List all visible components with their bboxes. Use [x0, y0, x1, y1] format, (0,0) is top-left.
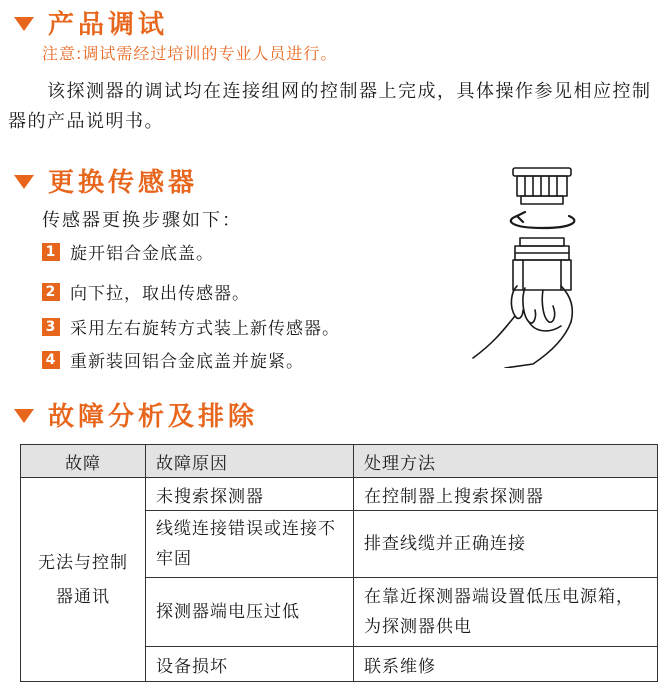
- table-row: [21, 478, 658, 511]
- cause-cell: 探测器端电压过低: [146, 578, 354, 647]
- section-title: 更换传感器: [48, 168, 199, 198]
- steps-intro: 传感器更换步骤如下：: [42, 210, 242, 231]
- action-cell: 在控制器上搜索探测器: [354, 478, 658, 511]
- action-cell: 排查线缆并正确连接: [354, 511, 658, 578]
- step-item: [42, 239, 214, 264]
- sensor-replacement-illustration: [465, 166, 605, 368]
- step-text: 重新装回铝合金底盖并旋紧。: [70, 352, 304, 372]
- triangle-bullet-icon: [14, 175, 34, 189]
- table-header-row: [21, 445, 658, 478]
- commissioning-body: 该探测器的调试均在连接组网的控制器上完成，具体操作参见相应控制器的产品说明书。: [8, 81, 652, 132]
- step-number: 1: [42, 243, 60, 261]
- step-text: 旋开铝合金底盖。: [70, 244, 214, 264]
- troubleshooting-table: [20, 444, 658, 682]
- step-item: [42, 314, 340, 339]
- triangle-bullet-icon: [14, 409, 34, 423]
- step-text: 向下拉，取出传感器。: [70, 284, 250, 304]
- section-heading-troubleshooting: [14, 396, 258, 433]
- step-text: 采用左右旋转方式装上新传感器。: [70, 319, 340, 339]
- section-heading-commissioning: [14, 4, 168, 41]
- cause-cell: 设备损坏: [146, 647, 354, 682]
- step-item: [42, 279, 250, 304]
- step-number: 4: [42, 351, 60, 369]
- cause-cell: 线缆连接错误或连接不牢固: [146, 511, 354, 578]
- column-header-action: 处理方法: [354, 445, 658, 478]
- action-cell: 联系维修: [354, 647, 658, 682]
- action-cell: 在靠近探测器端设置低压电源箱，为探测器供电: [354, 578, 658, 647]
- step-item: [42, 347, 304, 372]
- section-title: 产品调试: [48, 10, 169, 40]
- fault-cell: 无法与控制器通讯: [21, 478, 146, 682]
- commissioning-note: 注意:调试需经过培训的专业人员进行。: [42, 44, 338, 63]
- cause-cell: 未搜索探测器: [146, 478, 354, 511]
- section-heading-sensor-replacement: [14, 162, 198, 199]
- column-header-fault: 故障: [21, 445, 146, 478]
- step-number: 3: [42, 318, 60, 336]
- column-header-cause: 故障原因: [146, 445, 354, 478]
- step-number: 2: [42, 283, 60, 301]
- triangle-bullet-icon: [14, 17, 34, 31]
- section-title: 故障分析及排除: [48, 402, 259, 432]
